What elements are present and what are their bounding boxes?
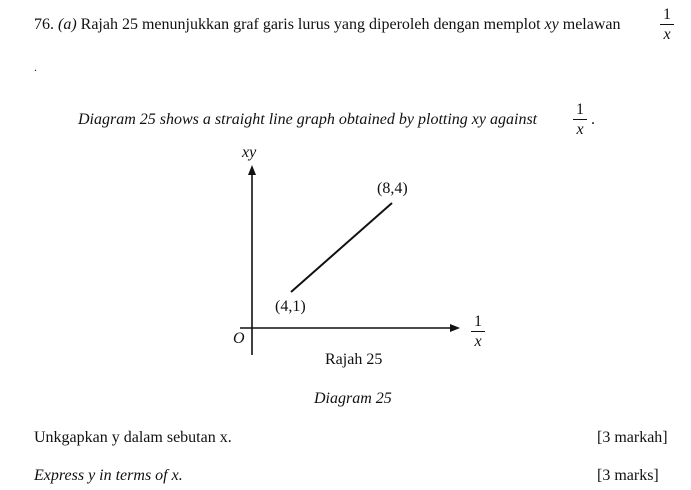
- question-english: Diagram 25 shows a straight line graph obtained by plotting xy against: [78, 111, 538, 128]
- data-line: [291, 203, 392, 292]
- english-period: .: [591, 111, 595, 128]
- fraction-numerator: 1: [663, 6, 671, 23]
- fraction-denominator: x: [663, 26, 671, 43]
- question-part: (a): [58, 16, 77, 33]
- question-malay-var: xy: [544, 16, 559, 33]
- x-axis-label-denominator: x: [474, 333, 482, 350]
- y-axis-arrow: [248, 165, 256, 175]
- question-malay-text: Rajah 25 menunjukkan graf garis lurus yang diperoleh dengan memplot: [80, 16, 541, 33]
- origin-label: O: [233, 330, 245, 347]
- x-axis-arrow: [450, 324, 460, 332]
- question-malay-against: melawan: [562, 16, 621, 33]
- task-malay: Unkgapkan y dalam sebutan x.: [34, 429, 232, 446]
- caption-malay: Rajah 25: [325, 351, 383, 368]
- x-axis-label-numerator: 1: [474, 313, 482, 330]
- point-upper-label: (8,4): [377, 180, 408, 197]
- task-english-marks: [3 marks]: [597, 467, 659, 484]
- point-lower-label: (4,1): [275, 298, 306, 315]
- task-malay-marks: [3 markah]: [597, 429, 668, 446]
- task-english: Express y in terms of x.: [34, 467, 183, 484]
- question-number: 76.: [34, 16, 54, 33]
- caption-english: Diagram 25: [314, 390, 392, 407]
- fraction-denominator: x: [576, 121, 584, 138]
- y-axis-label: xy: [242, 144, 257, 161]
- x-axis-label: [471, 313, 485, 350]
- fraction-numerator: 1: [576, 101, 584, 118]
- stray-dot: .: [34, 60, 37, 74]
